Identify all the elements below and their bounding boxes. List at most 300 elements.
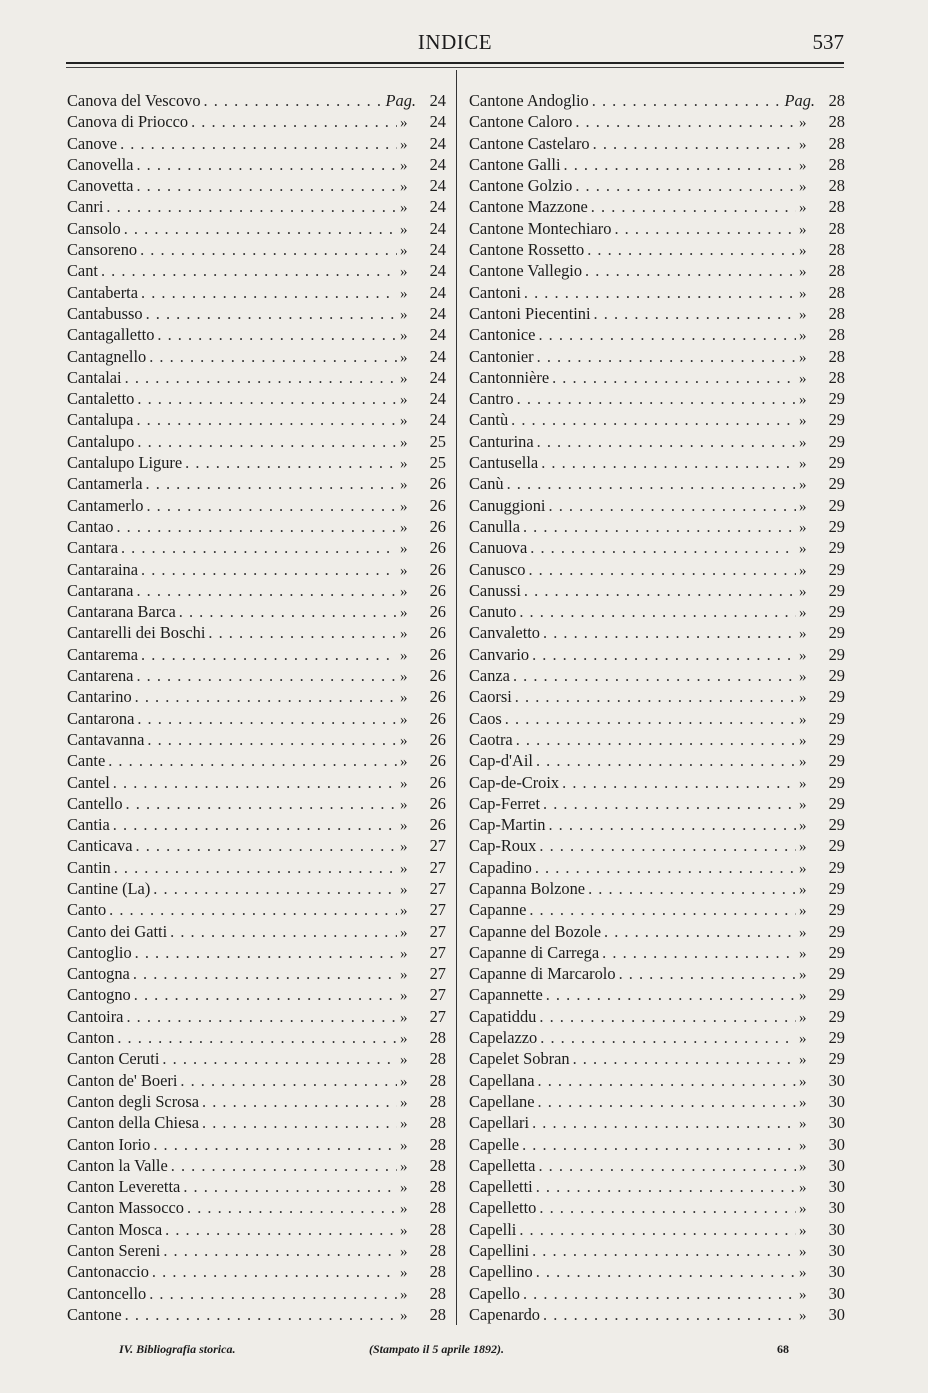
dot-leader	[163, 1240, 397, 1261]
dot-leader	[588, 878, 796, 899]
dot-leader	[546, 984, 796, 1005]
ditto-mark: »	[400, 903, 408, 920]
page-reference	[799, 601, 845, 624]
ditto-mark: »	[799, 562, 807, 579]
ditto-mark: »	[400, 157, 408, 174]
ditto-mark: »	[400, 967, 408, 984]
index-entry	[67, 1070, 446, 1091]
entry-name: Cantalupa	[67, 410, 134, 430]
dot-leader	[153, 1134, 397, 1155]
index-entry	[469, 686, 845, 707]
page-number-ref: 29	[828, 1049, 845, 1069]
page-number-ref: 29	[828, 708, 845, 728]
index-entry	[67, 814, 446, 835]
page-number-ref: 26	[429, 538, 446, 558]
page-number-ref: 29	[828, 538, 845, 558]
page-reference	[400, 1091, 446, 1114]
index-entry	[469, 1176, 845, 1197]
entry-name: Cantoglio	[67, 942, 132, 962]
page-number-ref: 27	[429, 857, 446, 877]
page-number-ref: 29	[828, 878, 845, 898]
entry-name: Cantonaccio	[67, 1262, 149, 1282]
page-number-ref: 30	[828, 1241, 845, 1261]
index-entry	[469, 878, 845, 899]
ditto-mark: »	[799, 839, 807, 856]
page-reference	[400, 154, 446, 177]
page-reference	[400, 111, 446, 134]
entry-name: Capellari	[469, 1113, 530, 1133]
page-reference	[400, 984, 446, 1007]
index-entry	[67, 452, 446, 473]
ditto-mark: »	[799, 1307, 807, 1324]
page-number-ref: 29	[828, 1006, 845, 1026]
page-reference	[799, 239, 845, 262]
index-entry	[469, 1304, 845, 1325]
index-entry	[67, 1048, 446, 1069]
index-entry	[469, 90, 845, 111]
page-reference	[400, 793, 446, 816]
page-reference	[400, 303, 446, 326]
entry-name: Caotra	[469, 729, 513, 749]
index-entry	[67, 239, 446, 260]
page-number-ref: 28	[828, 261, 845, 281]
entry-name: Cantavanna	[67, 729, 145, 749]
page-reference	[799, 1261, 845, 1284]
page-reference	[799, 495, 845, 518]
ditto-mark: »	[799, 285, 807, 302]
index-entry	[67, 1176, 446, 1197]
dot-leader	[532, 1240, 796, 1261]
dot-leader	[536, 750, 796, 771]
index-entry	[469, 260, 845, 281]
entry-name: Capatiddu	[469, 1006, 537, 1026]
index-entry	[67, 324, 446, 345]
page-number-ref: 27	[429, 985, 446, 1005]
dot-leader	[540, 1027, 796, 1048]
entry-name: Cantone Andoglio	[469, 91, 589, 110]
entry-name: Cantarema	[67, 644, 138, 664]
dot-leader	[519, 1219, 796, 1240]
ditto-mark: »	[799, 541, 807, 558]
dot-leader	[539, 835, 796, 856]
ditto-mark: »	[799, 1137, 807, 1154]
entry-name: Cansoreno	[67, 240, 138, 260]
index-entry	[67, 537, 446, 558]
page-number-ref: 26	[429, 474, 446, 494]
index-entry	[67, 1006, 446, 1027]
dot-leader	[523, 516, 796, 537]
entry-name: Cantonnière	[469, 367, 550, 387]
page-number-ref: 28	[429, 1283, 446, 1303]
ditto-mark: »	[400, 647, 408, 664]
ditto-mark: »	[799, 754, 807, 771]
entry-name: Cantello	[67, 793, 123, 813]
page-number-ref: 29	[828, 964, 845, 984]
page-reference	[400, 388, 446, 411]
index-entry	[67, 346, 446, 367]
ditto-mark: »	[400, 115, 408, 132]
entry-name: Canton Iorio	[67, 1134, 151, 1154]
ditto-mark: »	[799, 1116, 807, 1133]
ditto-mark: »	[400, 796, 408, 813]
entry-name: Canton	[67, 1028, 115, 1048]
index-entry	[67, 409, 446, 430]
dot-leader	[539, 1197, 796, 1218]
page-number-ref: 24	[429, 154, 446, 174]
index-entry	[469, 772, 845, 793]
index-entry	[67, 1134, 446, 1155]
page-reference	[799, 1197, 845, 1220]
page-number-ref: 26	[429, 666, 446, 686]
page-number-ref: 27	[429, 878, 446, 898]
entry-name: Cantonice	[469, 325, 536, 345]
entry-name: Canove	[67, 133, 118, 153]
page-reference	[400, 196, 446, 219]
page-number-ref: 29	[828, 729, 845, 749]
entry-name: Cantara	[67, 538, 118, 558]
index-entry	[67, 388, 446, 409]
page-reference	[400, 1134, 446, 1157]
entry-name: Cantaberta	[67, 282, 138, 302]
ditto-mark: »	[400, 562, 408, 579]
ditto-mark: »	[799, 519, 807, 536]
entry-name: Cantao	[67, 516, 114, 536]
dot-leader	[538, 324, 796, 345]
dot-leader	[146, 473, 397, 494]
entry-name: Canton Ceruti	[67, 1049, 160, 1069]
ditto-mark: »	[400, 860, 408, 877]
page-number-ref: 27	[429, 900, 446, 920]
ditto-mark: »	[400, 200, 408, 217]
entry-name: Canza	[469, 666, 510, 686]
page-reference	[400, 282, 446, 305]
page-number-ref: 28	[429, 1241, 446, 1261]
page-number-ref: 24	[429, 261, 446, 281]
index-entry	[469, 708, 845, 729]
dot-leader	[537, 431, 796, 452]
ditto-mark: »	[799, 243, 807, 260]
index-entry	[67, 835, 446, 856]
index-entry	[67, 1112, 446, 1133]
page-number-ref: 28	[828, 346, 845, 366]
page-abbrev: Pag.	[784, 91, 815, 110]
page-reference	[799, 750, 845, 773]
index-entry	[469, 431, 845, 452]
page-title: INDICE	[417, 30, 493, 54]
page-reference	[799, 367, 845, 390]
page-reference	[400, 814, 446, 837]
page-reference	[400, 409, 446, 432]
ditto-mark: »	[799, 498, 807, 515]
ditto-mark: »	[400, 881, 408, 898]
page-number-ref: 24	[429, 389, 446, 409]
dot-leader	[614, 218, 796, 239]
page-reference	[400, 1261, 446, 1284]
index-entry	[469, 196, 845, 217]
entry-name: Canton della Chiesa	[67, 1113, 200, 1133]
entry-name: Caorsi	[469, 687, 512, 707]
entry-name: Capelle	[469, 1134, 520, 1154]
entry-name: Canto	[67, 900, 107, 920]
dot-leader	[165, 1219, 397, 1240]
page-number-ref: 28	[429, 1113, 446, 1133]
entry-name: Cantaletto	[67, 389, 135, 409]
index-entry	[469, 984, 845, 1005]
entry-name: Cansolo	[67, 218, 121, 238]
entry-name: Cantoncello	[67, 1283, 147, 1303]
index-entry	[469, 1219, 845, 1240]
ditto-mark: »	[799, 434, 807, 451]
page-reference	[799, 665, 845, 688]
index-entry	[469, 1155, 845, 1176]
entry-name: Canuto	[469, 602, 517, 622]
page-number-ref: 29	[828, 985, 845, 1005]
column-divider	[456, 70, 457, 1325]
index-entry	[67, 218, 446, 239]
entry-name: Capanne del Bozole	[469, 921, 601, 941]
entry-name: Cant	[67, 261, 98, 281]
ditto-mark: »	[799, 945, 807, 962]
entry-name: Cantin	[67, 857, 111, 877]
entry-name: Cantia	[67, 815, 110, 835]
index-entry	[469, 1027, 845, 1048]
ditto-mark: »	[799, 605, 807, 622]
dot-leader	[136, 665, 397, 686]
dot-leader	[513, 665, 796, 686]
page-reference	[799, 857, 845, 880]
page-reference	[400, 622, 446, 645]
index-entry	[469, 282, 845, 303]
dot-leader	[141, 282, 397, 303]
dot-leader	[619, 963, 796, 984]
dot-leader	[170, 921, 397, 942]
entry-name: Cantaraina	[67, 559, 138, 579]
entry-name: Cantone Castelaro	[469, 133, 590, 153]
page-abbrev: Pag.	[385, 91, 416, 110]
index-entry	[67, 580, 446, 601]
index-entry	[469, 729, 845, 750]
page-number-ref: 30	[828, 1155, 845, 1175]
page-number-ref: 29	[828, 815, 845, 835]
index-entry	[67, 175, 446, 196]
page-reference	[400, 431, 446, 454]
dot-leader	[532, 644, 796, 665]
page-reference	[799, 729, 845, 752]
entry-name: Canton la Valle	[67, 1155, 168, 1175]
ditto-mark: »	[799, 1073, 807, 1090]
index-entry	[469, 1006, 845, 1027]
ditto-mark: »	[799, 392, 807, 409]
dot-leader	[183, 1176, 397, 1197]
index-entry	[469, 409, 845, 430]
ditto-mark: »	[799, 370, 807, 387]
page-number-ref: 28	[429, 1155, 446, 1175]
entry-name: Cantusella	[469, 453, 539, 473]
index-entry	[67, 473, 446, 494]
page-number-ref: 28	[828, 367, 845, 387]
page-reference	[799, 814, 845, 837]
ditto-mark: »	[400, 669, 408, 686]
ditto-mark: »	[400, 498, 408, 515]
entry-name: Cap-Ferret	[469, 793, 540, 813]
page-number-ref: 29	[828, 623, 845, 643]
index-entry	[469, 516, 845, 537]
dot-leader	[573, 1048, 796, 1069]
index-entry	[469, 1261, 845, 1282]
entry-name: Cantone Vallegio	[469, 261, 583, 281]
entry-name: Cantro	[469, 389, 514, 409]
dot-leader	[162, 1048, 397, 1069]
page-reference	[400, 1048, 446, 1071]
dot-leader	[538, 1070, 796, 1091]
ditto-mark: »	[799, 1158, 807, 1175]
page-reference	[799, 111, 845, 134]
index-entry	[67, 899, 446, 920]
page-number-ref: 30	[828, 1283, 845, 1303]
entry-name: Canù	[469, 474, 504, 494]
dot-leader	[126, 1006, 397, 1027]
dot-leader	[564, 154, 797, 175]
page-number-ref: 24	[429, 218, 446, 238]
index-entry	[67, 772, 446, 793]
index-entry	[67, 708, 446, 729]
index-entry	[469, 133, 845, 154]
page-reference	[400, 473, 446, 496]
ditto-mark: »	[799, 690, 807, 707]
entry-name: Cantù	[469, 410, 509, 430]
entry-name: Cap-d'Ail	[469, 751, 533, 771]
dot-leader	[135, 942, 397, 963]
page-number-ref: 29	[828, 453, 845, 473]
ditto-mark: »	[400, 477, 408, 494]
page-reference	[400, 729, 446, 752]
entry-name: Canuova	[469, 538, 528, 558]
entry-name: Capellino	[469, 1262, 533, 1282]
page-reference	[400, 495, 446, 518]
ditto-mark: »	[400, 605, 408, 622]
page-reference	[799, 1155, 845, 1178]
entry-name: Capellane	[469, 1091, 535, 1111]
index-entry	[469, 239, 845, 260]
page-reference	[400, 1027, 446, 1050]
page-reference	[799, 878, 845, 901]
ditto-mark: »	[400, 179, 408, 196]
page-reference	[799, 1070, 845, 1093]
page-number-ref: 24	[429, 325, 446, 345]
page-number-ref: 24	[429, 176, 446, 196]
index-entry	[469, 1134, 845, 1155]
page-number-ref: 28	[429, 1177, 446, 1197]
index-entry	[67, 90, 446, 111]
page-reference	[400, 175, 446, 198]
entry-name: Cantel	[67, 772, 110, 792]
index-entry	[469, 175, 845, 196]
index-entry	[67, 665, 446, 686]
dot-leader	[543, 793, 796, 814]
dot-leader	[591, 196, 796, 217]
dot-leader	[505, 708, 796, 729]
page-number-ref: 27	[429, 1006, 446, 1026]
page-reference	[400, 559, 446, 582]
entry-name: Cantone Rossetto	[469, 240, 585, 260]
entry-name: Capellana	[469, 1070, 535, 1090]
page-reference	[799, 1112, 845, 1135]
page-reference	[400, 537, 446, 560]
index-entry	[469, 793, 845, 814]
page-number-ref: 29	[828, 772, 845, 792]
entry-name: Capelletta	[469, 1155, 536, 1175]
page-reference	[400, 857, 446, 880]
index-entry	[67, 622, 446, 643]
dot-leader	[109, 899, 397, 920]
page-reference	[799, 559, 845, 582]
ditto-mark: »	[400, 264, 408, 281]
page-reference	[799, 196, 845, 219]
ditto-mark: »	[799, 967, 807, 984]
ditto-mark: »	[400, 136, 408, 153]
page-reference	[799, 154, 845, 177]
page-reference	[799, 1091, 845, 1114]
index-entry	[469, 559, 845, 580]
ditto-mark: »	[400, 839, 408, 856]
page-number-ref: 26	[429, 751, 446, 771]
ditto-mark: »	[799, 711, 807, 728]
entry-name: Capenardo	[469, 1304, 540, 1324]
page-number-ref: 26	[429, 602, 446, 622]
dot-leader	[137, 431, 397, 452]
ditto-mark: »	[799, 1031, 807, 1048]
ditto-mark: »	[799, 732, 807, 749]
footer-print-date: (Stampato il 5 aprile 1892).	[369, 1342, 504, 1356]
dot-leader	[146, 495, 397, 516]
ditto-mark: »	[799, 1286, 807, 1303]
ditto-mark: »	[400, 754, 408, 771]
index-entry	[67, 644, 446, 665]
page-number-ref: 26	[429, 559, 446, 579]
entry-name: Cap-de-Croix	[469, 772, 560, 792]
dot-leader	[585, 260, 796, 281]
page-number-ref: 24	[429, 133, 446, 153]
entry-name: Canvaletto	[469, 623, 541, 643]
page-reference	[799, 708, 845, 731]
dot-leader	[587, 239, 796, 260]
index-entry	[469, 218, 845, 239]
index-entry	[67, 878, 446, 899]
page-reference	[799, 1006, 845, 1029]
index-entry	[469, 601, 845, 622]
dot-leader	[140, 239, 397, 260]
index-entry	[469, 1197, 845, 1218]
ditto-mark: »	[400, 1052, 408, 1069]
entry-name: Cantarino	[67, 687, 132, 707]
ditto-mark: »	[400, 1265, 408, 1282]
ditto-mark: »	[799, 1265, 807, 1282]
index-entry	[469, 537, 845, 558]
page-reference	[400, 878, 446, 901]
ditto-mark: »	[400, 434, 408, 451]
entry-name: Cantonier	[469, 346, 534, 366]
ditto-mark: »	[400, 690, 408, 707]
page-number-ref: 26	[429, 687, 446, 707]
entry-name: Cantarena	[67, 666, 134, 686]
index-entry	[67, 1240, 446, 1261]
ditto-mark: »	[400, 1073, 408, 1090]
dot-leader	[152, 1261, 397, 1282]
page-reference	[799, 835, 845, 858]
ditto-mark: »	[799, 924, 807, 941]
index-entry	[469, 388, 845, 409]
dot-leader	[106, 196, 397, 217]
